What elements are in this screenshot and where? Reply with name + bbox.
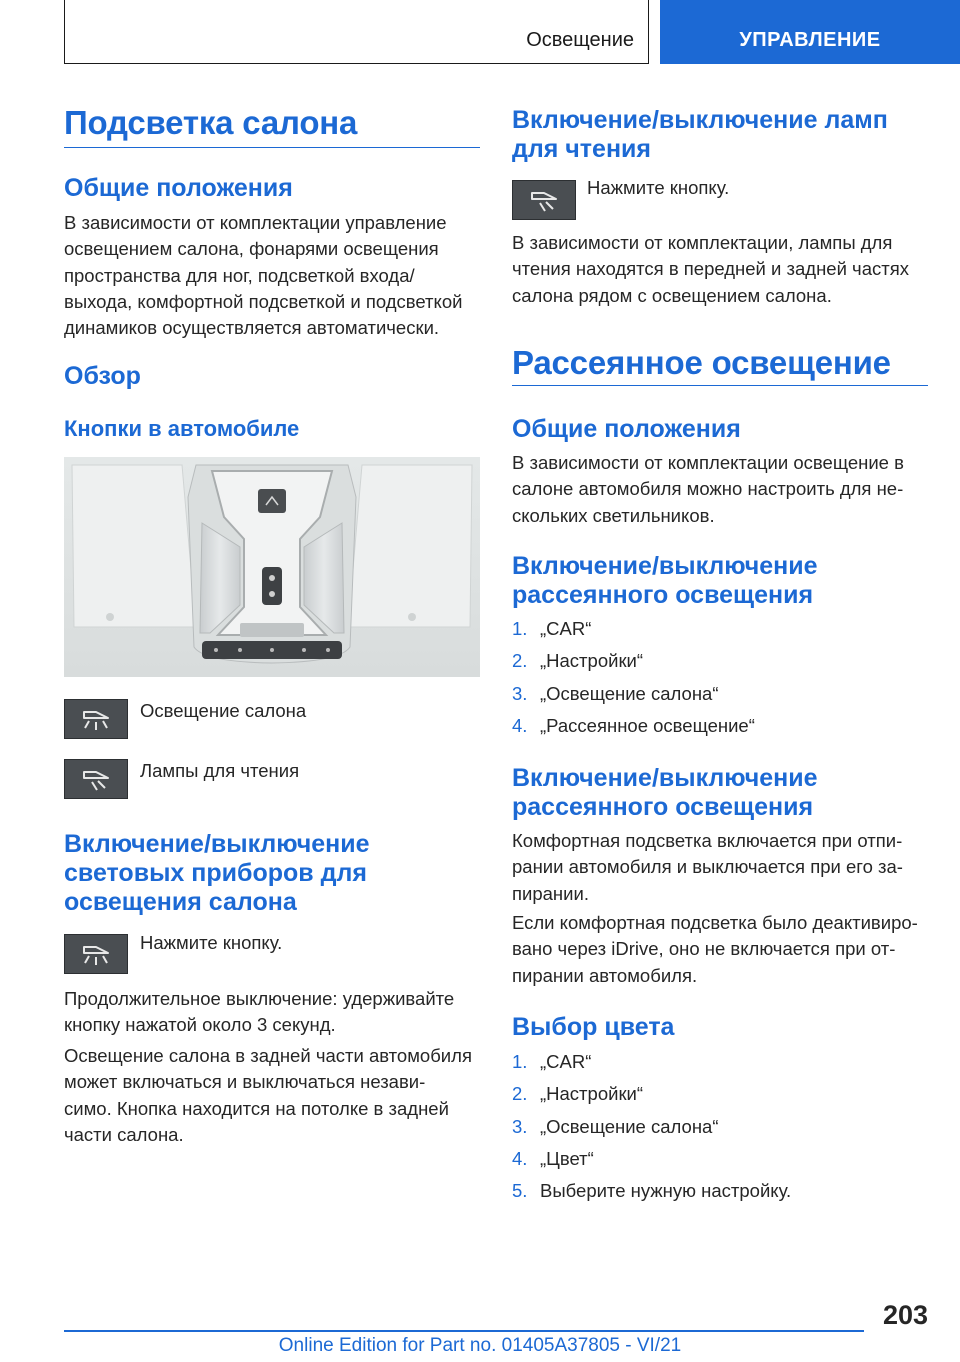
list-item: 2. „Настройки“ [512,650,644,671]
ambient-general-heading: Общие положения [512,415,741,443]
list-item: 4. „Рассеянное освещение“ [512,715,755,736]
footer-rule [64,1330,864,1332]
interior-light-icon [64,934,128,974]
header-section-title: Освещение [526,29,634,51]
list-item: 2. „Настройки“ [512,1083,644,1104]
header-chapter-tab[interactable] [660,0,960,64]
title-rule [64,147,480,148]
general-text: В зависимости от комплектации управление освещением салона, фонарями освещения пространства для ног, подсветкой входа/ выхода, комфортной подсветкой и подсветкой динамиков осуществляется автоматически. [64,212,463,339]
general-heading: Общие положения [64,174,293,202]
list-item: 1. „CAR“ [512,1051,592,1072]
overview-heading: Обзор [64,362,141,390]
ambient-general-text: В зависимости от комплектации освещение в салоне автомобиля можно настроить для не- скольких светильников. [512,452,904,526]
ambient-switch-heading-1: Включение/выключение рассеянного освещения [512,552,818,609]
reading-heading: Включение/выключение ламп для чтения [512,106,888,163]
header-chapter-title: УПРАВЛЕНИЕ [739,29,881,51]
page-title: Подсветка салона [64,104,358,141]
list-item: 5. Выберите нужную настройку. [512,1180,792,1201]
reading-light-icon [512,180,576,220]
press-button-text: Нажмите кнопку. [140,932,283,953]
page-number: 203 [882,1300,928,1330]
header-section-box [64,0,649,64]
press-button-text-right: Нажмите кнопку. [587,177,730,198]
switch-heading: Включение/выключение световых приборов для освещения салона [64,830,370,916]
color-heading: Выбор цвета [512,1013,675,1041]
ambient-title-rule [512,385,928,386]
reading-text: В зависимости от комплектации, лампы для чтения находятся в передней и задней частях салона рядом с освещением салона. [512,232,909,306]
long-press-text: Продолжительное выключение: удерживайте кнопку нажатой около 3 секунд. [64,988,455,1036]
rear-light-text: Освещение салона в задней части автомобиля может включаться и выключаться незави- симо. Кнопка находится на потолке в задней части салона. [64,1045,472,1145]
ambient-title: Рассеянное освещение [512,344,891,381]
footer-edition[interactable]: Online Edition for Part no. 01405A37805 - VI/21 [278,1335,682,1356]
buttons-heading: Кнопки в автомобиле [64,416,300,441]
icon-label-reading-light: Лампы для чтения [140,760,300,781]
interior-light-icon [64,699,128,739]
icon-label-interior-light: Освещение салона [140,700,307,721]
list-item: 3. „Освещение салона“ [512,683,719,704]
comfort-text-2: Если комфортная подсветка было деактивиро- вано через iDrive, оно не включается при от- пирании автомобиля. [512,912,918,986]
list-item: 4. „Цвет“ [512,1148,594,1169]
list-item: 1. „CAR“ [512,618,592,639]
list-item: 3. „Освещение салона“ [512,1116,719,1137]
reading-light-icon [64,759,128,799]
comfort-text-1: Комфортная подсветка включается при отпи- рании автомобиля и выключается при его за- пирании. [512,830,903,904]
ambient-switch-heading-2: Включение/выключение рассеянного освещения [512,764,818,821]
ceiling-console-photo [64,457,480,677]
